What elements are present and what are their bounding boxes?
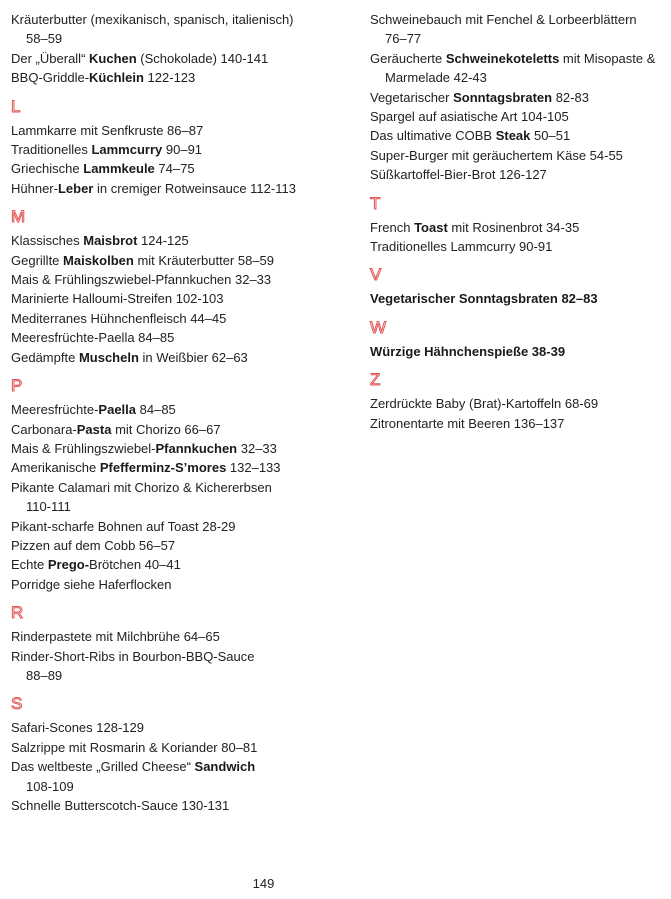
entry-text: 74–75 (154, 161, 195, 177)
index-entry (11, 231, 356, 250)
index-entry (370, 49, 666, 88)
entry-text: Schnelle Butterscotch-Sauce 130-131 (11, 798, 230, 813)
entry-text: Super-Burger mit geräuchertem Käse 54-55 (370, 147, 623, 163)
entry-text: (Schokolade) 140-141 (136, 50, 269, 66)
index-section-w (370, 318, 666, 361)
entry-text: in Weißbier 62–63 (138, 349, 248, 365)
entry-keyword: Maiskolben (63, 252, 134, 268)
entry-text: Porridge siehe Haferflocken (11, 576, 172, 592)
entry-keyword: Kuchen (89, 50, 137, 66)
index-entry (11, 251, 356, 270)
index-entry (11, 458, 356, 477)
entry-text: Carbonara- (11, 421, 77, 437)
entry-text: in cremiger Rotweinsauce 112-113 (93, 180, 296, 196)
entry-keyword: Pasta (76, 421, 112, 437)
entry-keyword: Pfannkuchen (155, 440, 238, 456)
entry-keyword: Steak (495, 128, 531, 144)
index-entry (370, 289, 666, 308)
index-entry (11, 328, 356, 347)
section-letter-heading: S (11, 694, 24, 714)
entry-text: 82-83 (552, 89, 589, 105)
index-entry (370, 237, 666, 256)
entry-keyword: Sandwich (194, 759, 256, 775)
entry-text: Kräuterbutter (mexikanisch, spanisch, italienisch) (11, 12, 294, 27)
index-section-l (11, 97, 356, 199)
entry-text: mit Chorizo 66–67 (111, 421, 221, 437)
section-letter-heading: R (11, 603, 25, 623)
entry-text: Rinderpastete mit Milchbrühe 64–65 (11, 629, 220, 645)
index-entry (11, 738, 356, 757)
index-column-left (11, 10, 356, 815)
entry-text: Zitronentarte mit Beeren 136–137 (370, 415, 565, 431)
entry-text: Mais & Frühlingszwiebel-Pfannkuchen 32–33 (11, 272, 272, 288)
entry-text: 132–133 (226, 460, 281, 476)
entry-text: Hühner- (11, 180, 58, 196)
index-entry (11, 478, 356, 517)
index-entry (11, 627, 356, 646)
entry-keyword: Vegetarischer Sonntagsbraten 82–83 (370, 291, 598, 307)
index-entry (11, 575, 356, 594)
entry-text: Griechische (11, 161, 84, 177)
entry-text: Traditionelles Lammcurry 90-91 (370, 239, 553, 255)
entry-text: Süßkartoffel-Bier-Brot 126-127 (370, 167, 547, 183)
index-entry (11, 68, 356, 87)
index-entry (11, 49, 356, 68)
index-entry (11, 348, 356, 367)
index-entry (11, 718, 356, 737)
entry-text: mit Rosinenbrot 34-35 (447, 219, 580, 235)
entry-text: 32–33 (237, 440, 277, 456)
entry-text: French (370, 219, 415, 235)
entry-text: Echte (11, 557, 48, 573)
entry-text: Marinierte Halloumi-Streifen 102-103 (11, 291, 224, 307)
entry-continuation: 108-109 (26, 778, 74, 794)
index-entry (11, 555, 356, 574)
section-letter-heading: V (370, 265, 383, 285)
index-section-v (370, 265, 666, 308)
entry-text: 124-125 (137, 233, 189, 249)
index-entry (370, 107, 666, 126)
index-entry (11, 159, 356, 178)
entry-keyword: Küchlein (89, 70, 144, 86)
index-section-z (370, 370, 666, 433)
entry-text: Mediterranes Hühnchenfleisch 44–45 (11, 310, 227, 326)
section-letter-heading: Z (370, 370, 382, 390)
index-entry (370, 146, 666, 165)
entry-text: Mais & Frühlingszwiebel- (11, 440, 156, 456)
index-entry (11, 517, 356, 536)
index-entry (370, 88, 666, 107)
entry-text: Lammkarre mit Senfkruste 86–87 (11, 122, 204, 138)
entry-keyword: Paella (98, 402, 137, 418)
entry-keyword: Toast (414, 219, 448, 235)
index-entry (11, 179, 356, 198)
index-entry (370, 342, 666, 361)
entry-keyword: Muscheln (78, 349, 139, 365)
index-column-right (370, 10, 666, 433)
entry-text: Schweinebauch mit Fenchel & Lorbeerblättern (370, 12, 637, 27)
index-entry (11, 289, 356, 308)
index-entry (11, 121, 356, 140)
section-letter-heading: L (11, 96, 22, 116)
section-letter-heading: M (11, 207, 27, 227)
index-entry (11, 647, 356, 686)
entry-keyword: Sonntagsbraten (453, 89, 553, 105)
entry-text: mit Misopaste & (559, 50, 656, 66)
entry-text: Pizzen auf dem Cobb 56–57 (11, 537, 176, 553)
index-entry (11, 536, 356, 555)
entry-text: Klassisches (11, 233, 84, 249)
index-entry (11, 270, 356, 289)
index-entry (370, 394, 666, 413)
entry-text: Meeresfrüchte-Paella 84–85 (11, 330, 175, 346)
entry-text: Meeresfrüchte- (11, 402, 99, 418)
index-entry (11, 439, 356, 458)
index-entry (11, 10, 356, 49)
entry-keyword: Maisbrot (83, 233, 138, 249)
index-entry (11, 140, 356, 159)
page-number: 149 (252, 876, 275, 891)
entry-text: Zerdrückte Baby (Brat)-Kartoffeln 68-69 (370, 396, 599, 412)
entry-text: Das ultimative COBB (370, 128, 496, 144)
entry-text: Rinder-Short-Ribs in Bourbon-BBQ-Sauce (11, 648, 255, 664)
entry-text: Traditionelles (11, 142, 92, 158)
index-entry (11, 757, 356, 796)
index-section-r (11, 603, 356, 685)
index-section-m (11, 207, 356, 367)
entry-text: mit Kräuterbutter 58–59 (133, 252, 275, 268)
section-letter-heading: W (370, 317, 388, 337)
entry-text: Geräucherte (370, 50, 446, 66)
entry-text: Der „Überall“ (11, 50, 90, 66)
entry-text: Das weltbeste „Grilled Cheese“ (11, 759, 195, 775)
entry-text: Spargel auf asiatische Art 104-105 (370, 109, 569, 125)
entry-text: Pikante Calamari mit Chorizo & Kichererbsen (11, 479, 272, 495)
index-entry (370, 218, 666, 237)
entry-text: 122-123 (143, 70, 196, 86)
entry-text: 90–91 (162, 142, 203, 158)
index-section-s (11, 694, 356, 815)
entry-text: Salzrippe mit Rosmarin & Koriander 80–81 (11, 739, 258, 755)
index-entry (11, 796, 356, 815)
entry-text: 50–51 (530, 128, 571, 144)
index-entry (370, 414, 666, 433)
entry-continuation: 88–89 (26, 667, 63, 683)
entry-keyword: Würzige Hähnchenspieße 38-39 (370, 343, 566, 359)
index-section-p (11, 376, 356, 594)
index-section-t (370, 194, 666, 257)
index-entry (11, 420, 356, 439)
entry-keyword: Schweinekoteletts (445, 50, 560, 66)
section-letter-heading: T (370, 193, 382, 213)
entry-continuation: Marmelade 42-43 (385, 70, 487, 86)
entry-text: Brötchen 40–41 (89, 557, 181, 573)
index-entry (370, 10, 666, 49)
continued-entries (370, 10, 666, 185)
continued-entries (11, 10, 356, 88)
entry-text: Gedämpfte (11, 349, 79, 365)
entry-text: Amerikanische (11, 460, 100, 476)
entry-text: Safari-Scones 128-129 (11, 720, 144, 736)
entry-keyword: Prego- (47, 557, 90, 573)
index-entry (370, 126, 666, 145)
entry-continuation: 76–77 (385, 31, 422, 47)
entry-text: Pikant-scharfe Bohnen auf Toast 28-29 (11, 518, 236, 534)
entry-keyword: Pfefferminz-S’mores (99, 460, 227, 476)
index-entry (11, 309, 356, 328)
entry-text: BBQ-Griddle- (11, 70, 90, 86)
entry-keyword: Leber (57, 180, 94, 196)
entry-text: Vegetarischer (370, 89, 454, 105)
index-entry (11, 400, 356, 419)
section-letter-heading: P (11, 376, 24, 396)
entry-continuation: 58–59 (26, 31, 63, 47)
entry-continuation: 110-111 (26, 499, 71, 515)
entry-text: Gegrillte (11, 252, 64, 268)
entry-keyword: Lammcurry (91, 142, 163, 158)
entry-text: 84–85 (136, 402, 176, 418)
index-entry (370, 165, 666, 184)
entry-keyword: Lammkeule (83, 161, 155, 177)
